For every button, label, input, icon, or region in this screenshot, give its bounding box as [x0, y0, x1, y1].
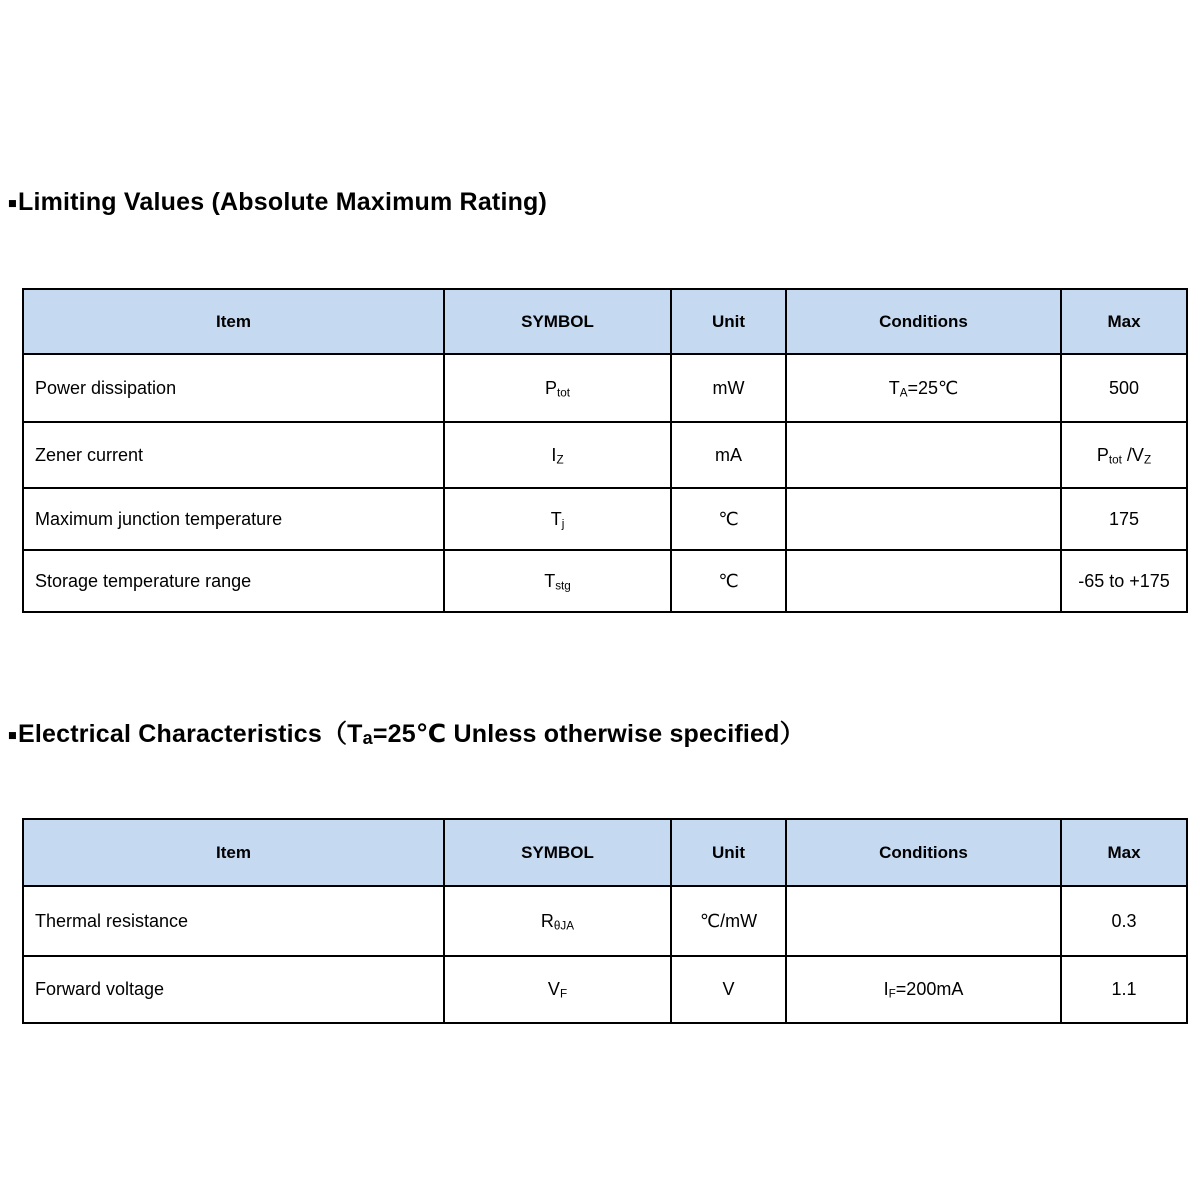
electrical-characteristics-table [22, 818, 1188, 1024]
conditions-cell [786, 488, 1061, 550]
header-cell-item: Item [23, 819, 444, 886]
symbol-cell: $I_Z$ [444, 422, 671, 488]
table-row [23, 354, 1187, 422]
symbol-cell: $V_F$ [444, 956, 671, 1023]
conditions-cell [786, 422, 1061, 488]
table-header-row [23, 819, 1187, 886]
header-cell-conditions: Conditions [786, 819, 1061, 886]
table-row [23, 550, 1187, 612]
header-cell-unit: Unit [671, 819, 786, 886]
unit-cell: ℃ [671, 550, 786, 612]
header-cell-conditions: Conditions [786, 289, 1061, 354]
item-cell: Forward voltage [23, 956, 444, 1023]
unit-cell: ℃/mW [671, 886, 786, 956]
symbol-cell: $P_{tot}$ [444, 354, 671, 422]
max-cell: 175 [1061, 488, 1187, 550]
header-cell-max: Max [1061, 289, 1187, 354]
max-cell: -65 to +175 [1061, 550, 1187, 612]
item-cell: Storage temperature range [23, 550, 444, 612]
table-row [23, 956, 1187, 1023]
header-cell-symbol: SYMBOL [444, 819, 671, 886]
section-title-electrical-characteristics-text: Electrical $Characteristics(T_a=25℃$ Unless otherwise specified） [17, 720, 805, 749]
max-cell: 0.3 [1061, 886, 1187, 956]
symbol-cell: $R_{\theta JA}$ [444, 886, 671, 956]
unit-cell: ℃ [671, 488, 786, 550]
section-title-limiting-values [8, 188, 547, 217]
conditions-cell: $I_F=200mA$ [786, 956, 1061, 1023]
header-cell-unit: Unit [671, 289, 786, 354]
symbol-cell: $T_{stg}$ [444, 550, 671, 612]
conditions-cell [786, 550, 1061, 612]
item-cell: Zener current [23, 422, 444, 488]
item-cell: Power dissipation [23, 354, 444, 422]
item-cell: Thermal resistance [23, 886, 444, 956]
header-cell-item: Item [23, 289, 444, 354]
max-cell: 500 [1061, 354, 1187, 422]
square-bullet-icon: ■ [8, 728, 17, 745]
square-bullet-icon: ■ [8, 196, 17, 213]
header-cell-max: Max [1061, 819, 1187, 886]
table-row [23, 422, 1187, 488]
table-row [23, 886, 1187, 956]
unit-cell: mW [671, 354, 786, 422]
section-title-electrical-characteristics [8, 714, 805, 750]
symbol-cell: $T_j$ [444, 488, 671, 550]
section-title-limiting-values-text: Limiting Values (Absolute Maximum Rating) [17, 188, 548, 216]
table-row [23, 488, 1187, 550]
item-cell: Maximum junction temperature [23, 488, 444, 550]
header-cell-symbol: SYMBOL [444, 289, 671, 354]
conditions-cell: $T_A=25℃$ [786, 354, 1061, 422]
table-header-row [23, 289, 1187, 354]
max-cell: 1.1 [1061, 956, 1187, 1023]
unit-cell: V [671, 956, 786, 1023]
max-cell: $P_{tot}$ $/V_Z$ [1061, 422, 1187, 488]
conditions-cell [786, 886, 1061, 956]
limiting-values-table [22, 288, 1188, 613]
unit-cell: mA [671, 422, 786, 488]
